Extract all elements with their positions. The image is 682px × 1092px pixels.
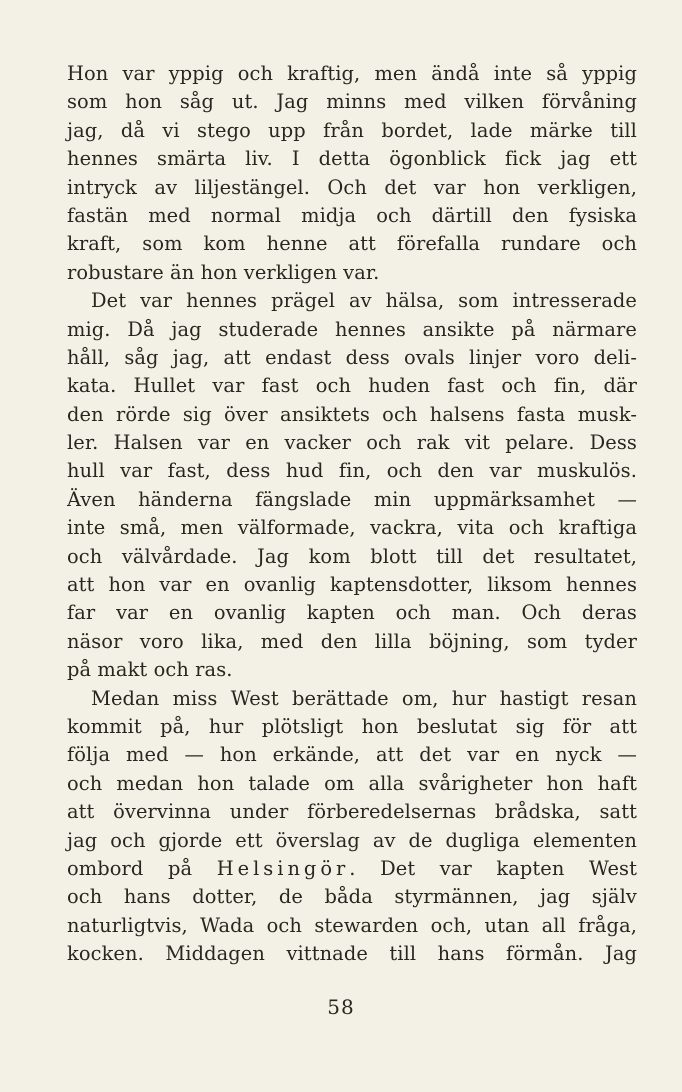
text-line: Medan miss West berättade om, hur hastigt resan	[91, 686, 637, 710]
text-line: på makt och ras.	[67, 658, 233, 682]
text-line: fastän med normal midja och därtill den fysiska	[67, 203, 637, 227]
text-line: hennes smärta liv. I detta ögonblick fick jag ett	[67, 147, 637, 171]
text-line: att hon var en ovanlig kaptensdotter, liksom hennes	[67, 573, 637, 597]
text-line: jag, då vi stego upp från bordet, lade märke till	[67, 118, 637, 142]
text-line: jag och gjorde ett överslag av de dugliga elementen	[67, 828, 637, 852]
text-line: kocken. Middagen vittnade till hans förmån. Jag	[67, 942, 637, 966]
text-line: kraft, som kom henne att förefalla rundare och	[67, 232, 637, 256]
text-line: den rörde sig över ansiktets och halsens fasta musk-	[67, 402, 637, 426]
text-line: håll, såg jag, att endast dess ovals linjer voro deli-	[67, 345, 637, 369]
ship-name: Helsingör	[216, 856, 350, 880]
text-line: ler. Halsen var en vacker och rak vit pelare. Dess	[67, 431, 637, 455]
text-line: att övervinna under förberedelsernas brådska, satt	[67, 800, 637, 824]
text-line: robustare än hon verkligen var.	[67, 260, 380, 284]
text-line: hull var fast, dess hud fin, och den var muskulös.	[67, 459, 637, 483]
text-line: intryck av liljestängel. Och det var hon verkligen,	[67, 175, 637, 199]
text-line: mig. Då jag studerade hennes ansikte på närmare	[67, 317, 637, 341]
text-line: inte små, men välformade, vackra, vita och kraftiga	[67, 516, 637, 540]
text-line: som hon såg ut. Jag minns med vilken förvåning	[67, 90, 637, 114]
text-line: och välvårdade. Jag kom blott till det resultatet,	[67, 544, 637, 568]
text-line: näsor voro lika, med den lilla böjning, som tyder	[67, 629, 637, 653]
text-line: kata. Hullet var fast och huden fast och fin, där	[67, 374, 637, 398]
text-line: Även händerna fängslade min uppmärksamhet —	[67, 487, 637, 511]
text-line-part: ombord på	[67, 856, 193, 880]
text-line: och hans dotter, de båda styrmännen, jag själv	[67, 885, 637, 909]
text-line: far var en ovanlig kapten och man. Och deras	[67, 601, 637, 625]
text-line: kommit på, hur plötsligt hon beslutat sig för att	[67, 714, 637, 738]
text-line	[67, 855, 637, 883]
text-line: naturligtvis, Wada och stewarden och, utan all fråga,	[67, 913, 637, 937]
page-text-body	[67, 60, 637, 969]
text-line: följa med — hon erkände, att det var en nyck —	[67, 743, 637, 767]
text-line: Det var hennes prägel av hälsa, som intresserade	[91, 289, 637, 313]
text-line: Hon var yppig och kraftig, men ändå inte så yppig	[67, 62, 637, 85]
text-line: och medan hon talade om alla svårigheter hon haft	[67, 771, 637, 795]
page-number: 58	[327, 995, 355, 1019]
text-line-part: . Det var kapten West	[349, 856, 637, 880]
